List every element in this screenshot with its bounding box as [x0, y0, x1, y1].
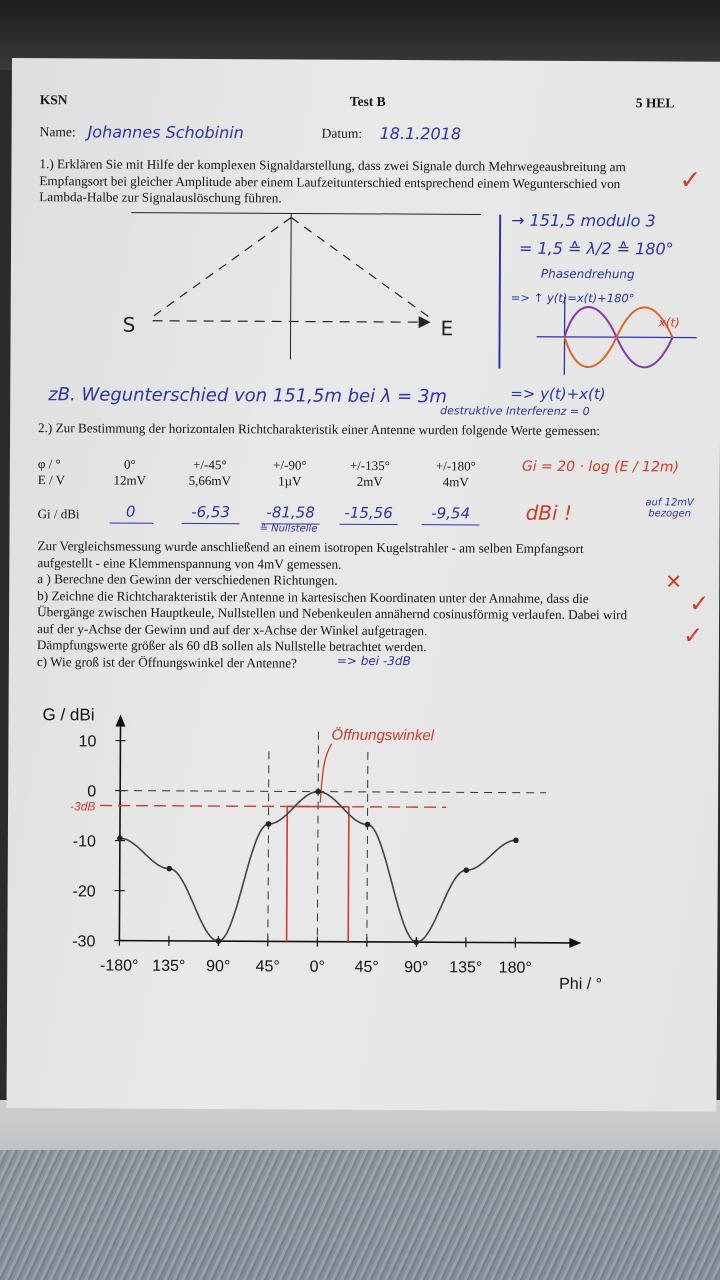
x-tick-label: 45° [255, 958, 280, 976]
x-axis-arrow [569, 938, 581, 948]
y-tick-label: 0 [87, 783, 97, 801]
voltage-45: 5,66mV [188, 472, 231, 489]
checkmark-1: ✓ [679, 165, 702, 196]
data-point [414, 939, 420, 945]
data-point [463, 867, 469, 873]
sketch-label-s: S [122, 312, 136, 337]
exam-sheet [7, 58, 720, 1112]
gain-formula: Gi = 20 · log (E / 12m) [521, 458, 680, 476]
gain-0: 0 [125, 502, 136, 521]
minus-3db-label: -3dB [70, 799, 96, 814]
x-tick-label: 45° [354, 958, 379, 976]
fabric-background [0, 1150, 720, 1280]
result-note: => y(t)+x(t) [510, 384, 606, 404]
note-phasendrehung: Phasendrehung [540, 266, 635, 282]
underline-0 [110, 523, 154, 524]
date-value: 18.1.2018 [379, 123, 462, 144]
y-axis [119, 723, 120, 941]
gain-135: -15,56 [344, 503, 393, 522]
underline-180 [422, 524, 480, 525]
plot-label-x: x(t) [658, 315, 680, 330]
data-point [513, 838, 519, 844]
y-tick-label: -20 [72, 883, 96, 901]
minus-3db-line [100, 805, 446, 807]
notes-bracket [498, 215, 501, 369]
left-45-dashed-line [268, 751, 269, 941]
x-tick-label: 135° [449, 959, 483, 977]
x-tick-label: 0° [309, 958, 325, 976]
x-tick-label: 90° [404, 959, 429, 977]
radiation-pattern-chart [7, 688, 649, 1011]
y-tick-label: 10 [78, 733, 97, 751]
name-label: Name: [39, 124, 76, 140]
checkmark-2: ✓ [689, 589, 710, 618]
data-point [315, 789, 321, 795]
test-title: Test B [349, 93, 386, 109]
data-point [216, 938, 222, 944]
multipath-sketch [130, 209, 491, 371]
data-point [365, 822, 371, 828]
angle-135: +/-135° [349, 457, 390, 473]
y-tick-label: -30 [72, 933, 96, 951]
question-1-text: 1.) Erklären Sie mit Hilfe der komplexen Signaldarstellung, dass zwei Signale durch Mehrwegeausbreitung am Empfangsort bei gleicher Amplitude aber einem Laufzeitunterschied entsprechend einem Wegunterschied von Lambda-Halbe zur Signalauslöschung führen. [39, 156, 626, 206]
x-tick-label: 135° [152, 957, 186, 975]
y-tick-label: -10 [72, 833, 96, 851]
angle-45: +/-45° [193, 456, 227, 473]
x-tick-label: 90° [206, 958, 231, 976]
voltage-90: 1µV [278, 473, 302, 489]
x-axis [119, 941, 573, 943]
voltage-135: 2mV [356, 473, 383, 489]
formula-note: auf 12mV bezogen [645, 497, 694, 520]
gain-180: -9,54 [431, 504, 471, 523]
sketch-label-e: E [440, 316, 454, 341]
beamwidth-right-line [348, 807, 349, 942]
angle-90: +/-90° [273, 457, 307, 473]
result-note-2: destruktive Interferenz = 0 [440, 404, 590, 419]
note-modulo: → 151,5 modulo 3 [511, 210, 656, 231]
phi-label: φ / ° [37, 456, 61, 472]
y-axis-arrow [116, 715, 126, 727]
zero-dashed-line [120, 791, 546, 793]
data-point [266, 821, 272, 827]
nullstelle-note: ≙ Nullstelle [259, 523, 318, 535]
course-code: KSN [39, 92, 68, 108]
question-2-text: Zur Vergleichsmessung wurde anschließend an einem isotropen Kugelstrahler - am selben Empfangsort aufgestellt - eine Klemmenspannung von 4mV gemessen. a ) Berechne den Gewinn der verschiedenen Richtungen. b) Zeichne die Richtcharakteristik der Antenne in kartesischen Koordinaten unter der Annahme, dass die Übergänge zwischen Hauptkeule, Nullstellen und Nebenkeulen annähernd cosinusförmig verlaufen. Dabei wird auf der y-Achse der Gewinn und auf der x-Achse der Winkel aufgetragen. Dämpfungswerte größer als 60 dB sollen als Nullstelle betrachtet werden. c) Wie groß ist der Öffnungswinkel der Antenne? [36, 538, 628, 671]
gain-90: -81,58 [266, 503, 315, 522]
chart-marks [69, 724, 519, 945]
chart-ylabel: G / dBi [42, 705, 95, 725]
underline-45 [182, 523, 240, 524]
example-note: zB. Wegunterschied von 151,5m bei λ = 3m [48, 384, 448, 408]
phase-plot [536, 297, 706, 378]
question-2-intro: 2.) Zur Bestimmung der horizontalen Richtcharakteristik einer Antenne wurden folgende Werte gemessen: [38, 420, 601, 439]
cross-mark: ✕ [665, 569, 683, 594]
e-label: E / V [37, 472, 66, 488]
right-45-dashed-line [367, 752, 368, 942]
note-y-equals: => ↑ y(t)=x(t)+180° [510, 290, 635, 306]
opening-angle-annotation: Öffnungswinkel [331, 726, 435, 745]
voltage-180: 4mV [442, 474, 469, 490]
beamwidth-left-line [287, 806, 288, 941]
chart-xlabel: Phi / ° [559, 975, 603, 994]
angle-180: +/-180° [435, 458, 476, 474]
date-label: Datum: [321, 125, 363, 141]
x-tick-label: 180° [498, 959, 532, 977]
name-value: Johannes Schobinin [87, 122, 244, 143]
data-point [117, 835, 123, 841]
angle-0: 0° [123, 456, 136, 472]
dbi-note: dBi ! [525, 500, 573, 525]
class-code: 5 HEL [635, 95, 675, 111]
center-dashed-line [317, 732, 318, 942]
gi-label: Gi / dBi [37, 506, 80, 522]
underline-135 [340, 524, 398, 525]
gain-45: -6,53 [191, 502, 231, 522]
checkmark-3: ✓ [682, 621, 704, 650]
x-tick-label: -180° [99, 957, 139, 975]
voltage-0: 12mV [113, 472, 147, 488]
c-answer: => bei -3dB [336, 653, 411, 669]
data-point [166, 866, 172, 872]
note-half-lambda: = 1,5 ≙ λ/2 ≙ 180° [518, 238, 674, 259]
